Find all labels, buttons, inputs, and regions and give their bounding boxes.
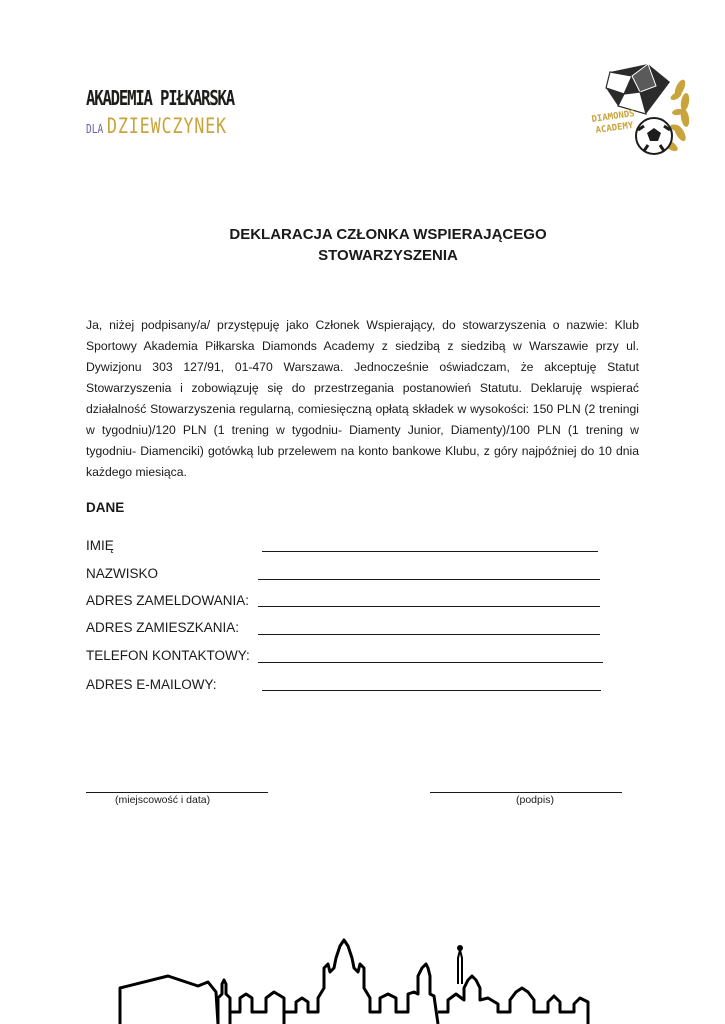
title-line-2: STOWARZYSZENIA bbox=[318, 247, 458, 264]
label-adres-zamieszkania: ADRES ZAMIESZKANIA: bbox=[86, 620, 240, 635]
place-date-line[interactable] bbox=[86, 792, 268, 793]
field-adres-zamieszkania[interactable] bbox=[258, 634, 600, 635]
label-adres-zameldowania: ADRES ZAMELDOWANIA: bbox=[86, 593, 250, 608]
signature-label: (podpis) bbox=[516, 794, 554, 806]
warsaw-skyline-illustration bbox=[118, 928, 608, 1024]
label-imie: IMIĘ bbox=[86, 538, 114, 553]
document-title bbox=[160, 224, 616, 266]
field-adres-zameldowania[interactable] bbox=[258, 606, 600, 607]
label-telefon: TELEFON KONTAKTOWY: bbox=[86, 648, 250, 663]
field-telefon[interactable] bbox=[258, 662, 603, 663]
diamonds-academy-logo bbox=[588, 58, 692, 160]
diamond-icon bbox=[606, 64, 670, 114]
logo-academy-text: ACADEMY bbox=[595, 120, 634, 136]
logo-title: AKADEMIA PIŁKARSKA bbox=[86, 86, 235, 110]
logo-subtitle bbox=[86, 114, 238, 138]
signature-line[interactable] bbox=[430, 792, 622, 793]
label-email: ADRES E-MAILOWY: bbox=[86, 677, 217, 692]
field-email[interactable] bbox=[262, 690, 601, 691]
football-icon bbox=[636, 118, 672, 154]
place-date-label: (miejscowość i data) bbox=[115, 794, 211, 806]
dane-heading: DANE bbox=[86, 500, 125, 515]
logo-dziewczynek: DZIEWCZYNEK bbox=[106, 114, 227, 138]
declaration-paragraph: Ja, niżej podpisany/a/ przystępuję jako Członek Wspierający, do stowarzyszenia o nazwie: Klub Sportowy Akademia Piłkarska Diamonds Academy z siedzibą z siedzibą w Warszawie przy ul. Dywizjonu 303 127/91, 01-470 Warszawa. Jednocześnie oświadczam, że akceptuję Statut Stowarzyszenia i zobowiązuję się do przestrzegania postanowień Statutu. Deklaruję wspierać działalność Stowarzyszenia regularną, comiesięczną opłatą składek w wysokości: 150 PLN (2 treningi w tygodniu)/120 PLN (1 trening w tygodniu- Diamenty Junior, Diamenty)/100 PLN (1 trening w tygodniu- Diamenciki) gotówką lub przelewem na konto bankowe Klubu, z góry najpóźniej do 10 dnia każdego miesiąca. bbox=[86, 318, 639, 479]
field-nazwisko[interactable] bbox=[258, 579, 600, 580]
label-nazwisko: NAZWISKO bbox=[86, 566, 159, 581]
logo-dla: DLA bbox=[86, 122, 104, 136]
academy-logo-left bbox=[86, 86, 276, 138]
logo-diamonds-text: DIAMONDS bbox=[591, 109, 636, 125]
title-line-1: DEKLARACJA CZŁONKA WSPIERAJĄCEGO bbox=[229, 226, 547, 243]
field-imie[interactable] bbox=[262, 551, 598, 552]
